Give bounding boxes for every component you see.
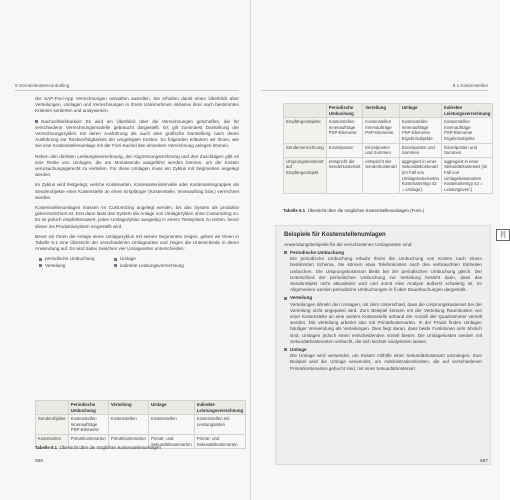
table-cell: Primärkostenarten (108, 434, 148, 448)
table-row (284, 157, 493, 194)
list-item: Umlage Die Umlage wird verwendet, um Kosten mithilfe einer Sekundärkostenart umzulegen. Zum Beispiel wird die Umlage verwendet, um Administrationskosten, die auf verschiedenen Primärkostenarten gebucht sind, mit einer Sekundärkostenart (284, 347, 482, 372)
table-header-cell: Umlage (399, 104, 441, 118)
left-umlagen-table (35, 400, 246, 449)
info-box-list (284, 250, 482, 374)
umlagearten-list (39, 256, 189, 268)
info-box-subtitle: Anwendungsbeispiele für die verschiedenen Umlagearten sind: (284, 242, 413, 247)
left-paragraph-2: Nachvollziehbarkeit: Es wird ein Überblick über die Verrechnungen geschaffen, die für verschiedene Verrechnungsmodelle gebraucht dargestellt. Es gilt zumindest Darstellung der Verrechnungszyklen mit deren Ausführung als auch eine grafische Darstellung nach deren Ausführung zur Rückverfolgbarkeit der umgelegten Kosten. So folgenden erläutern wir Ihnen, wie Sie eine Kostenstellenumlage mit der Fiori-Kachel den einzelnen Verrechnung anlegen können. (35, 118, 239, 149)
left-table-caption: Tabelle 9.1 Übersicht über die möglichen Kostenstellenumlagen (35, 445, 161, 450)
bullet-icon (284, 348, 287, 351)
bullet-icon (284, 251, 287, 254)
table-cell: Primär- und Sekundärkostenarten (148, 434, 194, 448)
table-cell: Kostenstellen Innenaufträge PSP-Elemente (363, 118, 400, 143)
table-cell: Einzelposten (326, 143, 363, 157)
left-page-number: 586 (35, 459, 44, 464)
table-cell: aggregiert in einer Sekundärkostenart (im Fall von Umlagekostenarten Kostenartentyp 43 = Leistungsverr.) (442, 157, 493, 194)
table-header-row (36, 401, 246, 415)
table-cell: Einzelposten und Summen (442, 143, 493, 157)
table-row-header: Senderobjekte (36, 415, 69, 435)
table-cell: Kostenstellen (148, 415, 194, 435)
right-page (251, 0, 506, 500)
table-cell: Kostenstellen mit Leistungsarten (194, 415, 245, 435)
right-umlagen-table (283, 103, 493, 194)
info-note-icon: [!] (496, 229, 510, 241)
left-header-rule (15, 90, 239, 91)
table-header-cell: Indirekte Leistungsverrechnung (442, 104, 493, 118)
table-cell: Kostenstellen (108, 415, 148, 435)
right-page-number: 587 (479, 459, 488, 464)
table-row (36, 415, 246, 435)
table-row-header: Empfängerobjekte (284, 118, 327, 143)
info-box-title: Beispiele für Kostenstellenumlagen (284, 232, 386, 238)
table-header-row (284, 104, 493, 118)
table-row (284, 118, 493, 143)
table-cell: entspricht der Senderkostenart (363, 157, 400, 194)
left-page (0, 0, 251, 500)
table-row-header: Ursprungskostenart auf Empfängerobjekt (284, 157, 327, 194)
table-header-cell (284, 104, 327, 118)
table-header-cell: Verteilung (363, 104, 400, 118)
table-cell: Kostenstellen Innenaufträge PSP-Elemente Ergebnisobjekte (399, 118, 441, 143)
bullet-icon (39, 264, 42, 267)
list-item: indirekte Leistungsverrechnung (114, 263, 189, 269)
left-body (35, 96, 239, 273)
table-cell: Kostenstellen Innenaufträge PSP-Elemente Ergebnisobjekte (442, 118, 493, 143)
table-row (284, 143, 493, 157)
table-header-cell: Periodische Umbuchung (68, 401, 108, 415)
left-paragraph-4: Im Zyklus wird festgelegt, welche Kostenarten, Kostenartenintervalle oder Kostenartengruppen als Senderobjekte einer Kostenstelle an einen Empfänger (Kostenstelle, Innenauftrag bzw.) verrechnet werden. (35, 182, 239, 200)
right-header-rule (261, 90, 488, 91)
bullet-icon (114, 264, 117, 267)
table-cell: aggregiert in einer Sekundärkostenart (im Fall von Umlagekostenarten Kostenartentyp 42 = Umlage) (399, 157, 441, 194)
table-cell: Einzelposten und Summen (363, 143, 400, 157)
list-item: Verteilung Verteilungen ähneln den Umlagen, mit dem Unterschied, dass die Ursprungskostenart bei der Verteilung nicht angepasst wird. Zum Beispiel können mit der Verteilung Raumkosten von einer Kostenstelle an eine andere Kostenstelle anhand der Anzahl der Quadratmeter verteilt werden. Die Verteilung arbeitet also mit Primärkostenarten. In der Praxis finden Umlagen häufiger Verwendung als Verteilungen. Dies liegt daran, dass beide Funktionen sehr ähnlich sind, Umlagen jedoch einen entscheidenden Vorteil bieten: Die Umlagekosten werden mit Sekundärkostenarten verbucht, die sich leichter analysieren lassen. (284, 295, 482, 345)
table-header-cell: Indirekte Leistungsverrechnung (194, 401, 245, 415)
table-header-cell: Periodische Umbuchung (326, 104, 363, 118)
left-paragraph-3: Neben den direkten Leistungsverrechnung, der Abgrenzungsrechnung und den Zuschlägen gibt es eine Reihe von Umlagen, die am Monatsende ausgeführt werden können, um die Kosten verursachungsgerecht zu verteilen. Für diese Umlagen muss ein Zyklus mit Segmenten angelegt werden. (35, 153, 239, 178)
left-paragraph-6: Bevor wir Ihnen die Anlage eines Umlagezyklus mit seinen Segmenten zeigen, geben wir Ihnen in Tabelle 9.1 eine Übersicht der verschiedenen Umlagearten und zeigen die Unterschiede in deren Anwendung auf. Es wird dabei zwischen vier Umlagearten unterschieden: (35, 233, 239, 252)
table-cell: Einzelposten und Summen (399, 143, 441, 157)
table-header-cell: Verteilung (108, 401, 148, 415)
bullet-icon (284, 297, 287, 300)
list-item: periodische Umbuchung (39, 256, 114, 262)
left-paragraph-5: Kostenstellenumlagen müssen im Customizing angelegt werden, bis das System als produktiv gekennzeichnet ist. Erst dann lässt das System die Anlage von Umlagezyklen ohne Customizing zu. Es ist jedoch empfehlenswert, jeden Umlagezyklus ausgiebig in einem Testsystem zu testen, bevor dieser ins Produktivsystem eingestellt wird. (35, 205, 239, 229)
table-header-cell: Umlage (148, 401, 194, 415)
bullet-icon (39, 258, 42, 261)
table-cell: entspricht der Senderkostenart (326, 157, 363, 194)
right-table-caption: Tabelle 9.1 Übersicht über die möglichen Kostenstellenumlagen (Forts.) (283, 208, 425, 213)
table-cell: Primärkostenarten (68, 434, 108, 448)
example-info-box (275, 225, 506, 465)
table-cell: Kostenstellen Innenaufträge PSP-Elemente (326, 118, 363, 143)
bullet-icon (35, 120, 38, 123)
table-cell: Primär- und Sekundärkostenarten (194, 434, 245, 448)
right-running-header: 9.1 Kostenstellen (452, 83, 488, 88)
left-paragraph-1: der SAP-Fiori-App Verrechnungen verwalten ausrollen. Sie erhalten damit einen Überblick über Verteilungen, Umlagen und Verrechnungen in Ihrem Unternehmen inklusive ihrer nach bestimmten Kriterien sortierten und analysierten. (35, 96, 239, 114)
table-cell: Kostenstellen Innenaufträge PSP-Elemente (68, 415, 108, 435)
list-item: Periodische Umbuchung Die periodische Umbuchung erlaubt Ihnen die Umbuchung von Kosten nach einem bestimmten Schema. Sie können etwa Telefonkosten nach den verbrauchten Einheiten umbuchen. Die Ursprungskostenart bleibt bei der periodischen Umbuchung gleich. Der Unterschied der periodischen Umbuchung zur Verteilung besteht darin, dass das Senderobjekt nicht aktualisiert wird und somit eine Analyse äußerst schwierig ist. Im Allgemeinen werden periodische Umbuchungen in fi über Dauerbuchungen dargestellt. (284, 250, 482, 293)
table-header-cell (36, 401, 69, 415)
table-row-header: Kostenarten (36, 434, 69, 448)
table-row-header: Senderverrechnung (284, 143, 327, 157)
bullet-icon (114, 258, 117, 261)
list-item: Umlage (114, 256, 189, 262)
list-item: Verteilung (39, 263, 114, 269)
left-running-header: 9 Gemeinkostencontrolling (15, 83, 70, 88)
